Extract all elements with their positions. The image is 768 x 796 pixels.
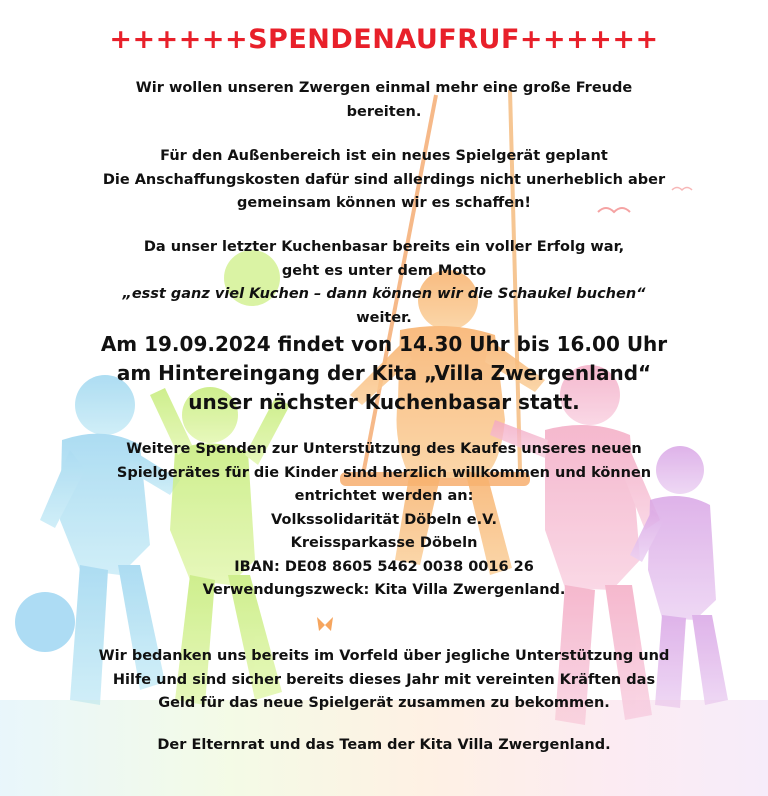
event-announcement — [0, 330, 768, 417]
page-title: ++++++SPENDENAUFRUF++++++ — [109, 24, 659, 55]
thanks-paragraph — [0, 645, 768, 716]
plan-line: Die Anschaffungskosten dafür sind allerdings nicht unerheblich aber — [102, 171, 666, 188]
butterfly-icon — [317, 617, 333, 631]
thanks-line: Hilfe und sind sicher bereits dieses Jahr mit vereinten Kräften das — [112, 671, 656, 688]
thanks-line: Wir bedanken uns bereits im Vorfeld über jegliche Unterstützung und — [98, 648, 670, 664]
recipient-name: Volkssolidarität Döbeln e.V. — [271, 511, 497, 528]
bank-name: Kreissparkasse Döbeln — [290, 535, 478, 551]
iban: IBAN: DE08 8605 5462 0038 0016 26 — [234, 558, 534, 575]
event-line: unser nächster Kuchenbasar statt. — [188, 390, 580, 414]
event-line: am Hintereingang der Kita „Villa Zwergenland“ — [116, 361, 652, 385]
signature: Der Elternrat und das Team der Kita Villa Zwergenland. — [157, 737, 611, 753]
donation-line: Weitere Spenden zur Unterstützung des Kaufes unseres neuen — [126, 441, 642, 457]
plan-line: Für den Außenbereich ist ein neues Spielgerät geplant — [160, 148, 608, 164]
payment-reference: Verwendungszweck: Kita Villa Zwergenland. — [202, 582, 566, 598]
intro-line: bereiten. — [346, 103, 422, 120]
intro-line: Wir wollen unseren Zwergen einmal mehr eine große Freude — [135, 80, 633, 96]
basar-line: geht es unter dem Motto — [281, 262, 487, 279]
basar-line: Da unser letzter Kuchenbasar bereits ein voller Erfolg war, — [143, 239, 625, 255]
basar-paragraph — [0, 236, 768, 330]
thanks-line: Geld für das neue Spielgerät zusammen zu bekommen. — [158, 695, 610, 711]
donation-line: Spielgerätes für die Kinder sind herzlich willkommen und können — [116, 464, 652, 481]
donation-paragraph — [0, 438, 768, 603]
plan-paragraph — [0, 145, 768, 216]
event-line: Am 19.09.2024 findet von 14.30 Uhr bis 16.00 Uhr — [100, 332, 668, 356]
intro-paragraph — [0, 77, 768, 124]
donation-line: entrichtet werden an: — [294, 488, 474, 504]
basar-line: weiter. — [356, 309, 412, 326]
motto: „esst ganz viel Kuchen – dann können wir die Schaukel buchen“ — [122, 286, 646, 302]
plan-line: gemeinsam können wir es schaffen! — [236, 195, 531, 211]
